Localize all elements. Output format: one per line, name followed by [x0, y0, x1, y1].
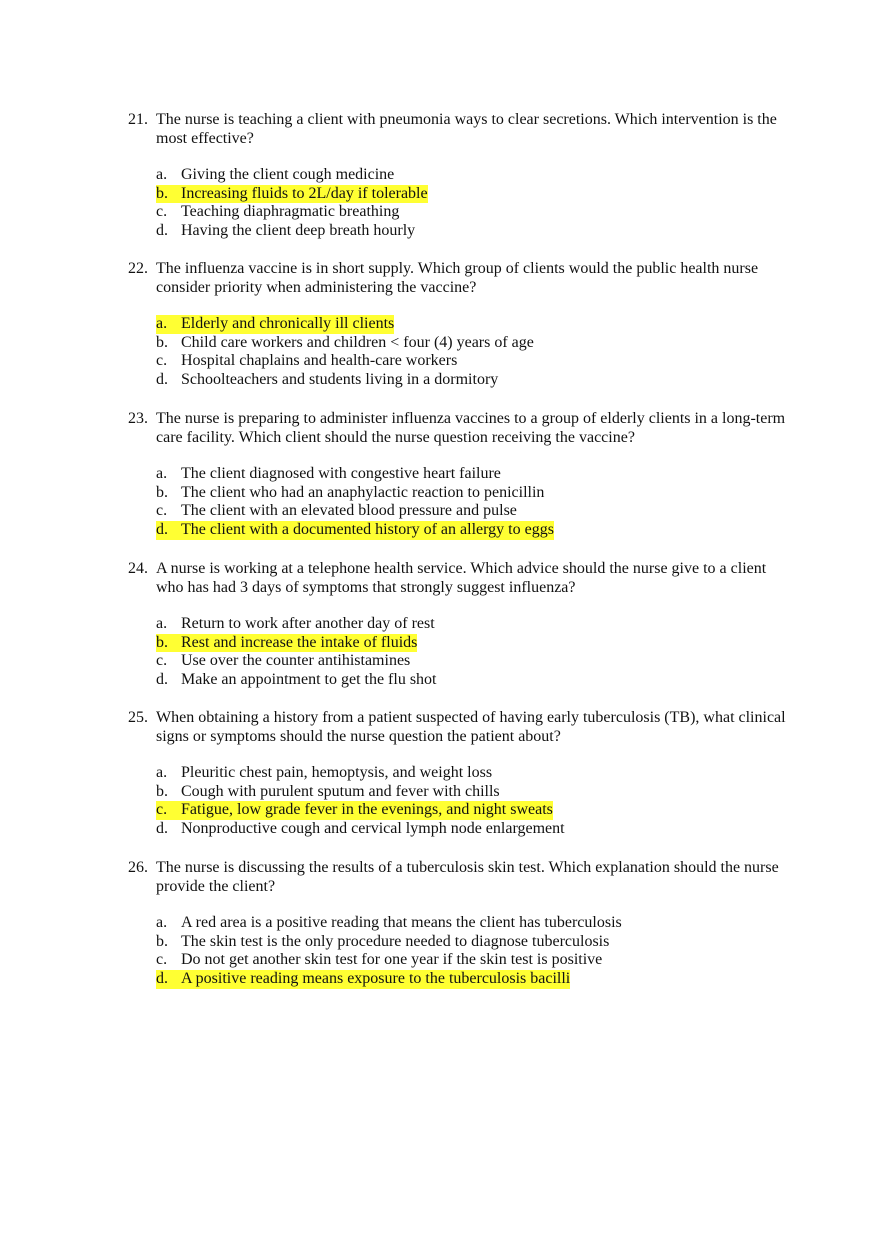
option-text: Having the client deep breath hourly: [181, 221, 416, 239]
option-letter: d.: [156, 819, 168, 837]
answer-option-c: [156, 951, 788, 970]
answer-option-a: [156, 914, 788, 933]
question-stem: [128, 260, 788, 297]
option-text: Schoolteachers and students living in a dormitory: [181, 370, 499, 388]
option-text: Rest and increase the intake of fluids: [181, 633, 418, 651]
option-text: Pleuritic chest pain, hemoptysis, and weight loss: [181, 764, 493, 782]
option-letter: a.: [156, 465, 168, 483]
answer-option-a-highlighted: [156, 315, 788, 334]
option-text: A positive reading means exposure to the tuberculosis bacilli: [181, 969, 571, 987]
answer-option-c-highlighted: [156, 801, 788, 820]
option-letter: b.: [156, 184, 168, 202]
option-text: The skin test is the only procedure needed to diagnose tuberculosis: [181, 932, 610, 950]
option-letter: c.: [156, 652, 168, 670]
option-text: Cough with purulent sputum and fever with chills: [181, 782, 500, 800]
question-number: 26.: [128, 859, 148, 876]
question-stem: [128, 111, 788, 148]
question-number: 22.: [128, 260, 148, 277]
option-letter: d.: [156, 520, 168, 538]
question-22: [128, 260, 788, 390]
answer-option-b-highlighted: [156, 634, 788, 653]
question-stem: [128, 859, 788, 896]
question-21: [128, 111, 788, 241]
option-letter: b.: [156, 932, 168, 950]
option-letter: a.: [156, 764, 168, 782]
question-number: 24.: [128, 560, 148, 577]
option-letter: c.: [156, 951, 168, 969]
answer-option-a: [156, 615, 788, 634]
answer-option-d-highlighted: [156, 521, 788, 540]
option-letter: a.: [156, 615, 168, 633]
question-stem: [128, 709, 788, 746]
answer-option-d: [156, 671, 788, 690]
question-number: 23.: [128, 410, 148, 427]
question-26: [128, 859, 788, 989]
question-text: The influenza vaccine is in short supply. Which group of clients would the public health nurse consider priority when administering the vaccine?: [156, 260, 759, 296]
answer-option-b: [156, 484, 788, 503]
answer-option-c: [156, 652, 788, 671]
option-letter: d.: [156, 670, 168, 688]
answer-option-d: [156, 820, 788, 839]
question-23: [128, 410, 788, 540]
answer-option-b: [156, 783, 788, 802]
option-text: Return to work after another day of rest: [181, 615, 435, 633]
option-text: Use over the counter antihistamines: [181, 652, 411, 670]
answer-options: [156, 315, 788, 389]
answer-option-d: [156, 371, 788, 390]
option-text: The client with a documented history of an allergy to eggs: [181, 520, 554, 538]
answer-options: [156, 615, 788, 689]
option-letter: c.: [156, 801, 168, 819]
question-stem: [128, 560, 788, 597]
answer-options: [156, 465, 788, 539]
option-text: Giving the client cough medicine: [181, 166, 395, 184]
option-letter: b.: [156, 782, 168, 800]
question-24: [128, 560, 788, 690]
option-text: The client with an elevated blood pressure and pulse: [181, 502, 517, 520]
answer-option-a: [156, 764, 788, 783]
option-letter: d.: [156, 221, 168, 239]
option-text: Do not get another skin test for one year if the skin test is positive: [181, 951, 603, 969]
option-text: Nonproductive cough and cervical lymph node enlargement: [181, 819, 565, 837]
question-number: 25.: [128, 709, 148, 726]
option-text: Elderly and chronically ill clients: [181, 315, 395, 333]
question-stem: [128, 410, 788, 447]
answer-option-c: [156, 203, 788, 222]
option-letter: b.: [156, 633, 168, 651]
option-text: Make an appointment to get the flu shot: [181, 670, 437, 688]
answer-option-b: [156, 933, 788, 952]
option-letter: a.: [156, 914, 168, 932]
option-text: A red area is a positive reading that means the client has tuberculosis: [181, 914, 622, 932]
answer-option-b: [156, 334, 788, 353]
option-text: The client who had an anaphylactic reaction to penicillin: [181, 483, 545, 501]
answer-option-a: [156, 166, 788, 185]
question-text: When obtaining a history from a patient suspected of having early tuberculosis (TB), what clinical signs or symptoms should the nurse question the patient about?: [156, 709, 786, 745]
question-number: 21.: [128, 111, 148, 128]
option-letter: b.: [156, 483, 168, 501]
option-text: The client diagnosed with congestive heart failure: [181, 465, 501, 483]
option-letter: c.: [156, 203, 168, 221]
option-letter: a.: [156, 315, 168, 333]
answer-option-a: [156, 465, 788, 484]
question-text: The nurse is preparing to administer influenza vaccines to a group of elderly clients in a long-term care facility. Which client should the nurse question receiving the vaccine?: [156, 410, 786, 446]
answer-options: [156, 914, 788, 988]
question-25: [128, 709, 788, 839]
answer-options: [156, 764, 788, 838]
option-text: Fatigue, low grade fever in the evenings, and night sweats: [181, 801, 553, 819]
option-letter: a.: [156, 166, 168, 184]
answer-option-d: [156, 222, 788, 241]
question-text: The nurse is teaching a client with pneumonia ways to clear secretions. Which intervention is the most effective?: [156, 111, 777, 147]
answer-option-b-highlighted: [156, 185, 788, 204]
option-text: Teaching diaphragmatic breathing: [181, 203, 400, 221]
option-letter: c.: [156, 352, 168, 370]
option-text: Child care workers and children < four (4) years of age: [181, 333, 534, 351]
option-letter: d.: [156, 370, 168, 388]
option-letter: c.: [156, 502, 168, 520]
option-text: Hospital chaplains and health-care workers: [181, 352, 458, 370]
question-text: The nurse is discussing the results of a tuberculosis skin test. Which explanation should the nurse provide the client?: [156, 859, 779, 895]
answer-options: [156, 166, 788, 240]
option-letter: d.: [156, 969, 168, 987]
answer-option-c: [156, 502, 788, 521]
answer-option-d-highlighted: [156, 970, 788, 989]
option-text: Increasing fluids to 2L/day if tolerable: [181, 184, 428, 202]
answer-option-c: [156, 352, 788, 371]
option-letter: b.: [156, 333, 168, 351]
question-text: A nurse is working at a telephone health service. Which advice should the nurse give to a client who has had 3 days of symptoms that strongly suggest influenza?: [156, 560, 767, 596]
